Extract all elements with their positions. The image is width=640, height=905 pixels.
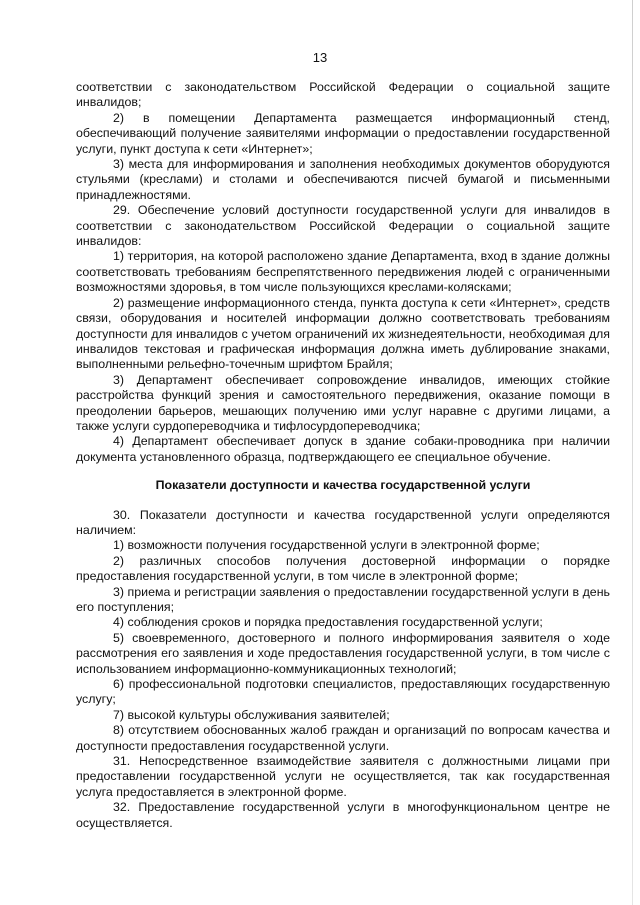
paragraph-clause-30-item-6: 6) профессиональной подготовки специалистов, предоставляющих государственную услугу; <box>76 677 610 707</box>
paragraph-clause-29-item-3: 3) Департамент обеспечивает сопровождение инвалидов, имеющих стойкие расстройства функций зрения и самостоятельного передвижения, оказание помощи в преодолении барьеров, мешающих получению ими услуг наравне с другими лицами, а также услуги сурдопереводчика и тифлосурдопереводчика; <box>76 372 610 433</box>
paragraph-clause-31: 31. Непосредственное взаимодействие заявителя с должностными лицами при предоставлении государственной услуги не осуществляется, так как государственная услуга предоставляется в электронной форме. <box>76 754 610 799</box>
paragraph-clause-30-item-8: 8) отсутствием обоснованных жалоб граждан и организаций по вопросам качества и доступности предоставления государственной услуги. <box>76 723 610 753</box>
paragraph-continuation: соответствии с законодательством Российской Федерации о социальной защите инвалидов; <box>76 80 610 110</box>
page-number: 13 <box>312 50 328 65</box>
paragraph-clause-30-item-1: 1) возможности получения государственной услуги в электронной форме; <box>113 538 540 553</box>
paragraph-clause-32: 32. Предоставление государственной услуги в многофункциональном центре не осуществляется. <box>76 800 610 830</box>
paragraph-clause-30: 30. Показатели доступности и качества государственной услуги определяются наличием: <box>76 507 610 537</box>
paragraph-item-2-stand: 2) в помещении Департамента размещается информационный стенд, обеспечивающий получение заявителями информации о предоставлении государственной услуги, пункт доступа к сети «Интернет»; <box>76 110 610 156</box>
paragraph-clause-30-item-4: 4) соблюдения сроков и порядка предоставления государственной услуги; <box>113 615 543 630</box>
paragraph-clause-30-item-2: 2) различных способов получения достоверной информации о порядке предоставления государственной услуги, в том числе в электронной форме; <box>76 553 610 584</box>
section-heading: Показатели доступности и качества государственной услуги <box>155 478 531 493</box>
scan-edge-line <box>632 0 633 905</box>
paragraph-clause-29-item-4: 4) Департамент обеспечивает допуск в здание собаки-проводника при наличии документа установленного образца, подтверждающего ее специальное обучение. <box>76 434 610 464</box>
paragraph-clause-29-item-2: 2) размещение информационного стенда, пункта доступа к сети «Интернет», средств связи, оборудования и носителей информации должно соответствовать требованиям доступности для инвалидов с учетом ограничений их жизнедеятельности, необходимая для инвалидов текстовая и графическая информация должна иметь дублирование знаками, выполненными рельефно-точечным шрифтом Брайля; <box>76 295 610 372</box>
paragraph-clause-30-item-5: 5) своевременного, достоверного и полного информирования заявителя о ходе рассмотрения его заявления и ходе предоставления государственной услуги, в том числе с использованием информационно-коммуникационных технологий; <box>76 630 610 676</box>
paragraph-item-3-places: 3) места для информирования и заполнения необходимых документов оборудуются стульями (креслами) и столами и обеспечиваются писчей бумагой и письменными принадлежностями. <box>76 157 610 202</box>
paragraph-clause-29: 29. Обеспечение условий доступности государственной услуги для инвалидов в соответствии с законодательством Российской Федерации о социальной защите инвалидов: <box>76 203 610 249</box>
paragraph-clause-30-item-3: 3) приема и регистрации заявления о предоставлении государственной услуги в день его поступления; <box>76 584 610 614</box>
paragraph-clause-30-item-7: 7) высокой культуры обслуживания заявителей; <box>113 707 390 722</box>
document-body <box>76 80 610 831</box>
paragraphs-bottom <box>76 508 610 832</box>
paragraph-clause-29-item-1: 1) территория, на которой расположено здание Департамента, вход в здание должны соответствовать требованиям беспрепятственного передвижения людей с ограниченными возможностями здоровья, в том числе пользующихся креслами-колясками; <box>76 249 610 295</box>
paragraphs-top <box>76 80 610 465</box>
